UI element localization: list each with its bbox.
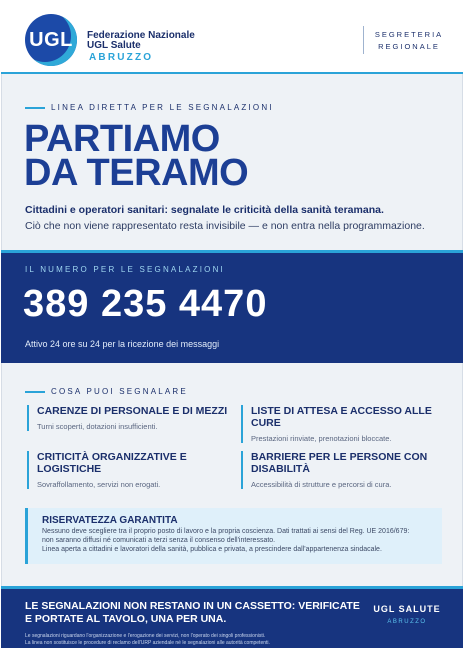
privacy-text-line: Linea aperta a cittadini e lavoratori della sanità, pubblica e privata, a prescindere dall'appartenenza sindacale. bbox=[42, 546, 382, 553]
header-divider bbox=[363, 26, 364, 54]
hero-kicker: LINEA DIRETTA PER LE SEGNALAZIONI bbox=[51, 103, 274, 112]
hero-headline-line2: DA TERAMO bbox=[24, 152, 249, 194]
privacy-text-line: non saranno diffusi né comunicati a terzi senza il consenso dell'interessato. bbox=[42, 537, 276, 544]
report-item-organization bbox=[27, 451, 237, 489]
report-item-desc: Accessibilità di strutture e percorsi di cura. bbox=[251, 480, 392, 489]
phone-band bbox=[1, 250, 463, 363]
section-accent bbox=[25, 391, 45, 393]
report-item-desc: Turni scoperti, dotazioni insufficienti. bbox=[37, 422, 158, 431]
footer-brand: UGL SALUTE bbox=[373, 604, 441, 614]
footer-region: ABRUZZO bbox=[387, 619, 427, 625]
hero-subtitle-bold: Cittadini e operatori sanitari: segnalate le criticità della sanità teramana. bbox=[25, 204, 384, 216]
flyer-page bbox=[1, 2, 463, 648]
report-section-title: COSA PUOI SEGNALARE bbox=[51, 387, 188, 396]
report-item-desc: Sovraffollamento, servizi non erogati. bbox=[37, 480, 161, 489]
footer bbox=[1, 586, 463, 648]
footer-headline-line1: LE SEGNALAZIONI NON RESTANO IN UN CASSETTO: VERIFICATE bbox=[25, 600, 360, 612]
report-item-staffing bbox=[27, 405, 237, 431]
report-item-title: CARENZE DI PERSONALE E DI MEZZI bbox=[37, 405, 228, 417]
report-item-title: CRITICITÀ ORGANIZZATIVE E LOGISTICHE bbox=[37, 451, 187, 475]
privacy-title: RISERVATEZZA GARANTITA bbox=[42, 515, 178, 526]
footer-note: La linea non sostituisce le procedure di reclamo dell'URP aziendale né le segnalazioni alle autorità competenti. bbox=[25, 640, 270, 646]
hero-headline-line1: PARTIAMO bbox=[24, 118, 220, 160]
report-item-desc: Prestazioni rinviate, prenotazioni bloccate. bbox=[251, 434, 392, 443]
report-item-waiting-lists bbox=[241, 405, 451, 443]
regionale-label: REGIONALE bbox=[378, 42, 440, 51]
logo-text: UGL bbox=[29, 29, 73, 51]
report-item-disability bbox=[241, 451, 451, 489]
footer-note: Le segnalazioni riguardano l'organizzazione e l'erogazione dei servizi, non l'operato dei singoli professionisti. bbox=[25, 633, 266, 639]
footer-headline-line2: E PORTATE AL TAVOLO, UNA PER UNA. bbox=[25, 613, 227, 625]
org-subname: UGL Salute bbox=[87, 40, 141, 51]
phone-label: IL NUMERO PER LE SEGNALAZIONI bbox=[25, 265, 225, 274]
privacy-text-line: Nessuno deve scegliere tra il proprio posto di lavoro e la propria coscienza. Dati trattati ai sensi del Reg. UE 2016/679: bbox=[42, 528, 410, 535]
privacy-box bbox=[25, 508, 442, 564]
org-name: Federazione Nazionale bbox=[87, 30, 195, 41]
header bbox=[1, 2, 463, 72]
hero-subtitle: Ciò che non viene rappresentato resta invisibile — e non entra nella programmazione. bbox=[25, 220, 425, 232]
report-item-title: LISTE DI ATTESA E ACCESSO ALLE CURE bbox=[251, 405, 432, 429]
kicker-accent bbox=[25, 107, 45, 109]
segreteria-label: SEGRETERIA bbox=[374, 30, 444, 39]
org-region: ABRUZZO bbox=[89, 52, 154, 63]
header-rule bbox=[1, 72, 463, 74]
phone-note: Attivo 24 ore su 24 per la ricezione dei messaggi bbox=[25, 339, 220, 349]
report-item-title: BARRIERE PER LE PERSONE CON DISABILITÀ bbox=[251, 451, 428, 475]
phone-number[interactable]: 389 235 4470 bbox=[23, 283, 268, 325]
